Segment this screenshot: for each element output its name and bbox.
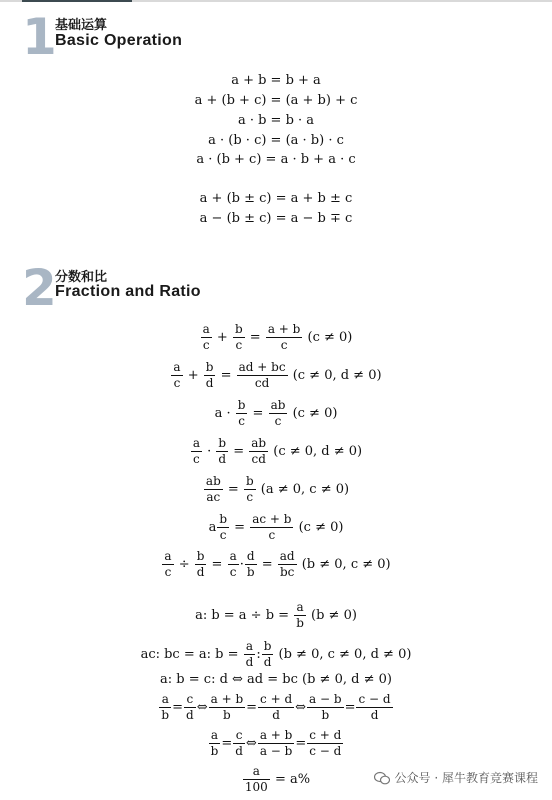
watermark-text: 公众号 · 犀牛教育竞赛课程 [394,771,538,785]
equation: a + b = b + a [231,73,321,88]
section-title-en: Fraction and Ratio [55,283,201,300]
section-number: 2 [22,259,57,317]
ratio-equation: $\frac{a}{b}$ = $\frac{c}{d}$ ⇔ $\frac{a + b}{a - b}$ = $\frac{c + d}{c - d}$ [210,728,342,758]
equation: a + (b + c) = (a + b) + c [194,93,358,108]
equation: a · b = b · a [237,113,315,128]
ratio-equation: a: b = a ÷ b = $\frac{a}{b}$ (b ≠ 0) [195,600,357,630]
section-title-en: Basic Operation [55,32,183,49]
fraction-equation: $\frac{a}{c}$ · $\frac{b}{d}$ = $\frac{ab}{cd}$ (c ≠ 0, d ≠ 0) [192,436,363,466]
ratio-equation: ac: bc = a: b = $\frac{a}{d}$ : $\frac{b}{d}$ (b ≠ 0, c ≠ 0, d ≠ 0) [140,639,412,669]
watermark [374,769,538,786]
equation: a · (b · c) = (a · b) · c [208,133,344,148]
wechat-icon [374,771,390,785]
fraction-equation: a $\frac{b}{c}$ = $\frac{ac + b}{c}$ (c ≠ 0) [208,512,344,542]
section-title-cn: 基础运算 [55,18,108,33]
section-number: 1 [22,8,57,66]
fraction-equation: $\frac{a}{c}$ + $\frac{b}{d}$ = $\frac{ad + bc}{cd}$ (c ≠ 0, d ≠ 0) [173,360,382,390]
fraction-equation: $\frac{ab}{ac}$ = $\frac{b}{c}$ (a ≠ 0, c ≠ 0) [205,474,350,504]
ratio-equation: $\frac{a}{b}$ = $\frac{c}{d}$ ⇔ $\frac{a + b}{b}$ = $\frac{c + d}{d}$ ⇔ $\frac{a - b}{b}$ = $\frac{c - d}{d}$ [161,692,391,722]
equation: a − (b ± c) = a − b ∓ c [199,211,353,226]
equation: a + (b ± c) = a + b ± c [199,191,353,206]
percent-equation: $\frac{a}{100}$ = a% [244,764,311,794]
fraction-equation: $\frac{a}{c}$ ÷ $\frac{b}{d}$ = $\frac{a}{c}$ · $\frac{d}{b}$ = $\frac{ad}{bc}$ (b ≠ 0, c ≠ 0) [164,549,391,579]
fraction-equation: a · $\frac{b}{c}$ = $\frac{ab}{c}$ (c ≠ 0) [214,398,338,428]
equation: a · (b + c) = a · b + a · c [196,152,356,167]
section-title-cn: 分数和比 [55,270,108,285]
fraction-equation: $\frac{a}{c}$ + $\frac{b}{c}$ = $\frac{a + b}{c}$ (c ≠ 0) [202,322,353,352]
top-rule [0,0,552,2]
ratio-equation: a: b = c: d ⇔ ad = bc (b ≠ 0, d ≠ 0) [160,672,392,687]
